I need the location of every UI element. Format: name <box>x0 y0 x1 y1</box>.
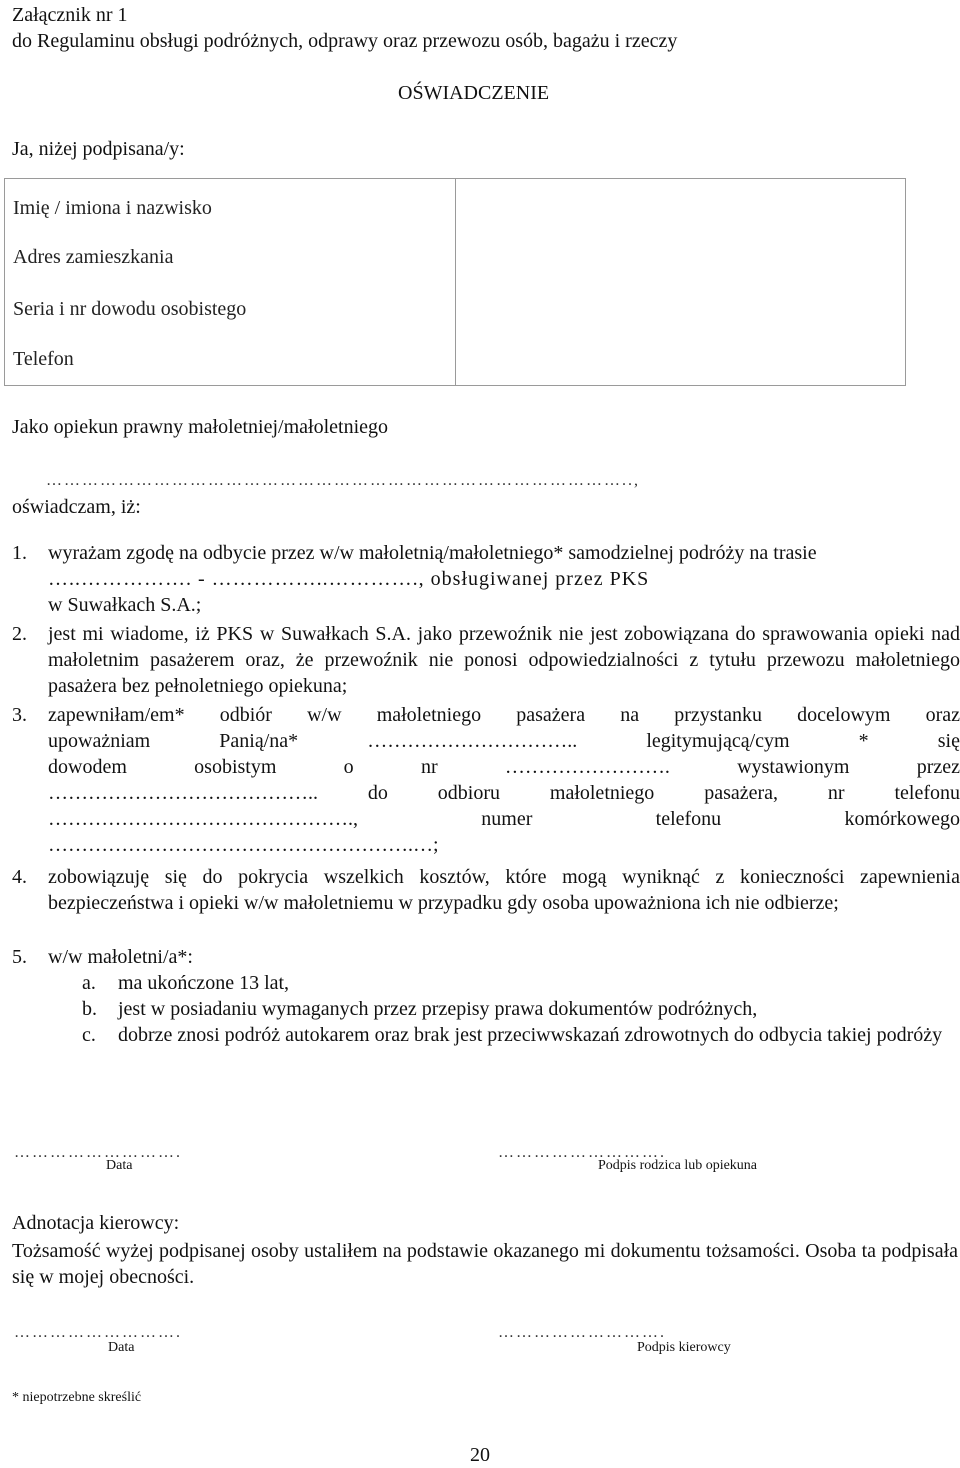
item-3-line-1: zapewniłam/em* odbiór w/w małoletniego pasażera na przystanku docelowym oraz <box>48 704 960 726</box>
intro-text: Ja, niżej podpisana/y: <box>12 138 185 160</box>
driver-note-heading: Adnotacja kierowcy: <box>12 1212 180 1234</box>
item-number: 4. <box>12 866 27 888</box>
sub-item-a <box>12 970 960 996</box>
item-2-text: jest mi wiadome, iż PKS w Suwałkach S.A. jako przewoźnik nie jest zobowiązana do sprawowania opieki nad małoletnim pasażerem oraz, że przewoźnik nie ponosi odpowiedzialności z tytułu przewozu małoletniego pasażera bez pełnoletniego opiekuna; <box>48 623 960 697</box>
label-address: Adres zamieszkania <box>13 246 174 268</box>
item-3-line-2: upoważniam Panią/na* ………………………….. legitymującą/cym * się <box>48 730 960 752</box>
driver-date-label: Data <box>108 1340 135 1355</box>
item-1-line-2: …..……………. - ……………..…………., obsługiwanej przez PKS <box>48 568 650 590</box>
footnote: * niepotrzebne skreślić <box>12 1390 142 1405</box>
item-1-line-3: w Suwałkach S.A.; <box>48 594 202 616</box>
personal-data-table <box>4 178 906 386</box>
label-id-document: Seria i nr dowodu osobistego <box>13 298 247 320</box>
guardian-line: Jako opiekun prawny małoletniej/małoletniego <box>12 416 389 438</box>
sub-item-c <box>12 1022 960 1048</box>
item-4-text: zobowiązuję się do pokrycia wszelkich kosztów, które mogą wyniknąć z konieczności zapewnienia bezpieczeństwa i opieki w/w małoletniemu w przypadku gdy osoba upoważniona ich nie odbierze; <box>48 866 960 914</box>
sub-item-letter: c. <box>82 1024 96 1046</box>
sub-item-letter: b. <box>82 998 97 1020</box>
item-5-text: w/w małoletni/a*: <box>48 946 193 968</box>
sub-item-letter: a. <box>82 972 96 994</box>
driver-signature-dots: ………………………. <box>498 1324 666 1341</box>
item-3-line-5: ………………………………………., numer telefonu komórkowego <box>48 808 960 830</box>
driver-signature-label: Podpis kierowcy <box>637 1340 731 1355</box>
item-1-line-1: wyrażam zgodę na odbycie przez w/w małoletnią/małoletniego* samodzielnej podróży na trasie <box>48 542 817 564</box>
page-number: 20 <box>470 1444 490 1466</box>
item-3-line-6: ……………………………………………….…; <box>48 834 439 856</box>
list-item-5 <box>12 944 960 1048</box>
sub-item-text: dobrze znosi podróż autokarem oraz brak jest przeciwwskazań zdrowotnych do odbycia takiej podróży <box>118 1024 943 1046</box>
item-number: 2. <box>12 623 27 645</box>
sub-item-text: ma ukończone 13 lat, <box>118 972 290 994</box>
item-number: 1. <box>12 542 27 564</box>
declare-text: oświadczam, iż: <box>12 496 141 518</box>
item-number: 3. <box>12 704 27 726</box>
driver-date-dots: ………………………. <box>14 1324 182 1341</box>
document-title: OŚWIADCZENIE <box>398 82 550 104</box>
item-number: 5. <box>12 946 27 968</box>
list-item-3 <box>12 702 960 858</box>
driver-note-text: Tożsamość wyżej podpisanej osoby ustaliłem na podstawie okazanego mi dokumentu tożsamości. Osoba ta podpisała się w mojej obecności. <box>12 1240 958 1288</box>
annex-label: Załącznik nr 1 <box>12 4 128 26</box>
date-label: Data <box>106 1158 133 1173</box>
list-item-2 <box>12 621 960 699</box>
item-3-line-4: ………………………………….. do odbioru małoletniego pasażera, nr telefonu <box>48 782 960 804</box>
list-item-1 <box>12 540 960 618</box>
table-divider <box>455 179 456 385</box>
sub-item-text: jest w posiadaniu wymaganych przez przepisy prawa dokumentów podróżnych, <box>118 998 758 1020</box>
annex-subtitle: do Regulaminu obsługi podróżnych, odprawy oraz przewozu osób, bagażu i rzeczy <box>12 30 678 52</box>
guardian-name-dots: …………………………………………………………………………………….., <box>46 474 640 488</box>
date-dots: ………………………. <box>14 1144 182 1161</box>
parent-signature-label: Podpis rodzica lub opiekuna <box>598 1158 758 1173</box>
sub-item-b <box>12 996 960 1022</box>
item-3-line-3: dowodem osobistym o nr ……………………. wystawionym przez <box>48 756 960 778</box>
label-name: Imię / imiona i nazwisko <box>13 197 212 219</box>
label-phone: Telefon <box>13 348 74 370</box>
signature-dots: ………………………. <box>498 1144 666 1161</box>
list-item-4 <box>12 864 960 916</box>
